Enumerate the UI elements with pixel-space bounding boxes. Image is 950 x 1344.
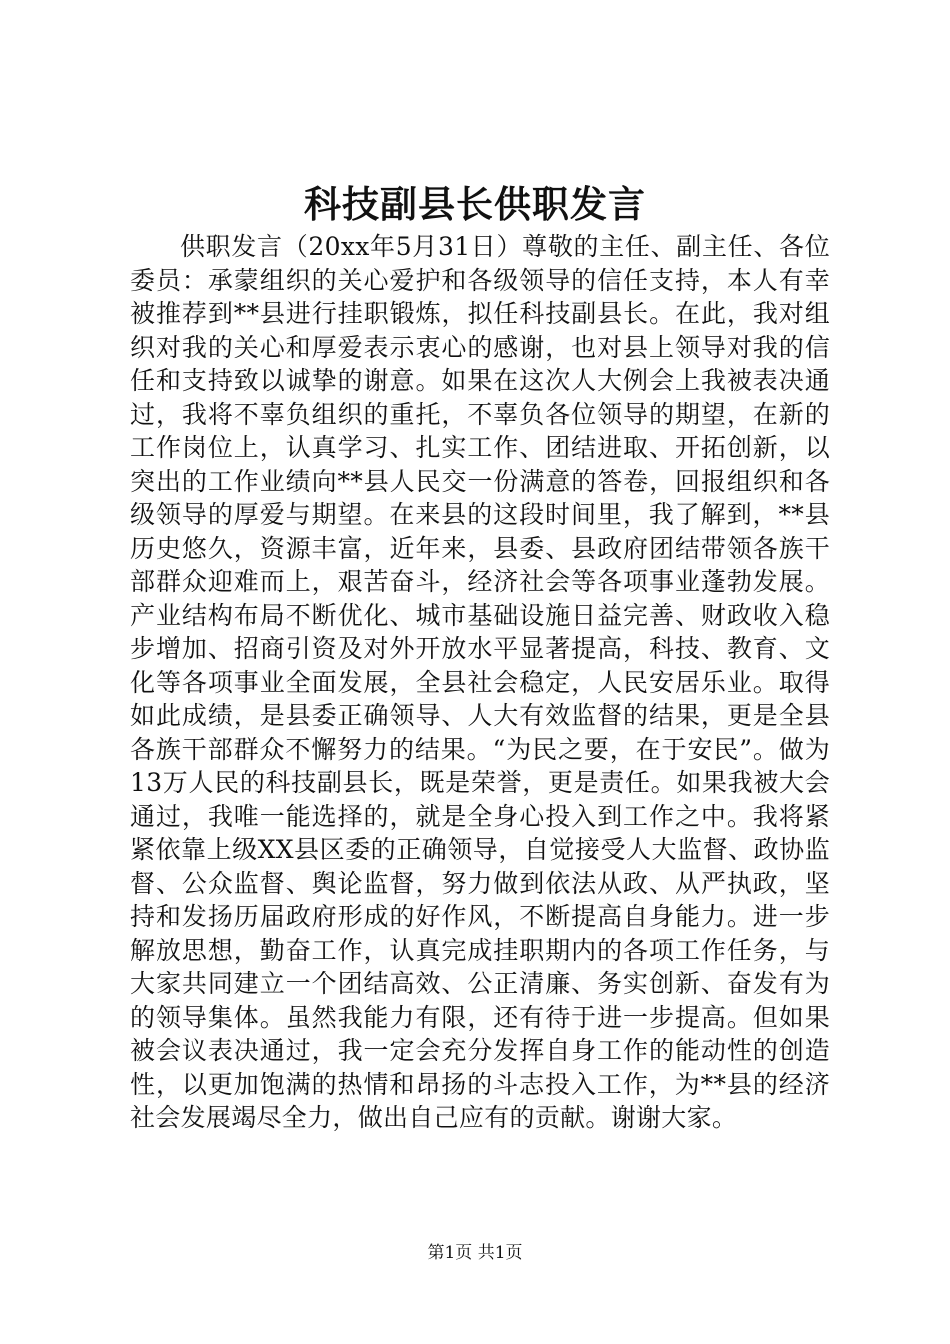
document-body: 供职发言（20xx年5月31日）尊敬的主任、副主任、各位委员：承蒙组织的关心爱护和各级领导的信任支持，本人有幸被推荐到**县进行挂职锻炼，拟任科技副县长。在此，我对组织对我的关心和厚爱表示衷心的感谢，也对县上领导对我的信任和支持致以诚挚的谢意。如果在这次人大例会上我被表决通过，我将不辜负组织的重托，不辜负各位领导的期望，在新的工作岗位上，认真学习、扎实工作、团结进取、开拓创新，以突出的工作业绩向**县人民交一份满意的答卷，回报组织和各级领导的厚爱与期望。在来县的这段时间里，我了解到，**县历史悠久，资源丰富，近年来，县委、县政府团结带领各族干部群众迎难而上，艰苦奋斗，经济社会等各项事业蓬勃发展。产业结构布局不断优化、城市基础设施日益完善、财政收入稳步增加、招商引资及对外开放水平显著提高，科技、教育、文化等各项事业全面发展，全县社会稳定，人民安居乐业。取得如此成绩，是县委正确领导、人大有效监督的结果，更是全县各族干部群众不懈努力的结果。“为民之要，在于安民”。做为13万人民的科技副县长，既是荣誉，更是责任。如果我被大会通过，我唯一能选择的，就是全身心投入到工作之中。我将紧紧依靠上级XX县区委的正确领导，自觉接受人大监督、政协监督、公众监督、舆论监督，努力做到依法从政、从严执政，坚持和发扬历届政府形成的好作风，不断提高自身能力。进一步解放思想，勤奋工作，认真完成挂职期内的各项工作任务，与大家共同建立一个团结高效、公正清廉、务实创新、奋发有为的领导集体。虽然我能力有限，还有待于进一步提高。但如果被会议表决通过，我一定会充分发挥自身工作的能动性的创造性，以更加饱满的热情和昂扬的斗志投入工作，为**县的经济社会发展竭尽全力，做出自己应有的贡献。谢谢大家。 bbox=[130, 232, 830, 1132]
page-number-footer: 第1页 共1页 bbox=[427, 1243, 523, 1263]
document-title: 科技副县长供职发言 bbox=[304, 182, 646, 226]
